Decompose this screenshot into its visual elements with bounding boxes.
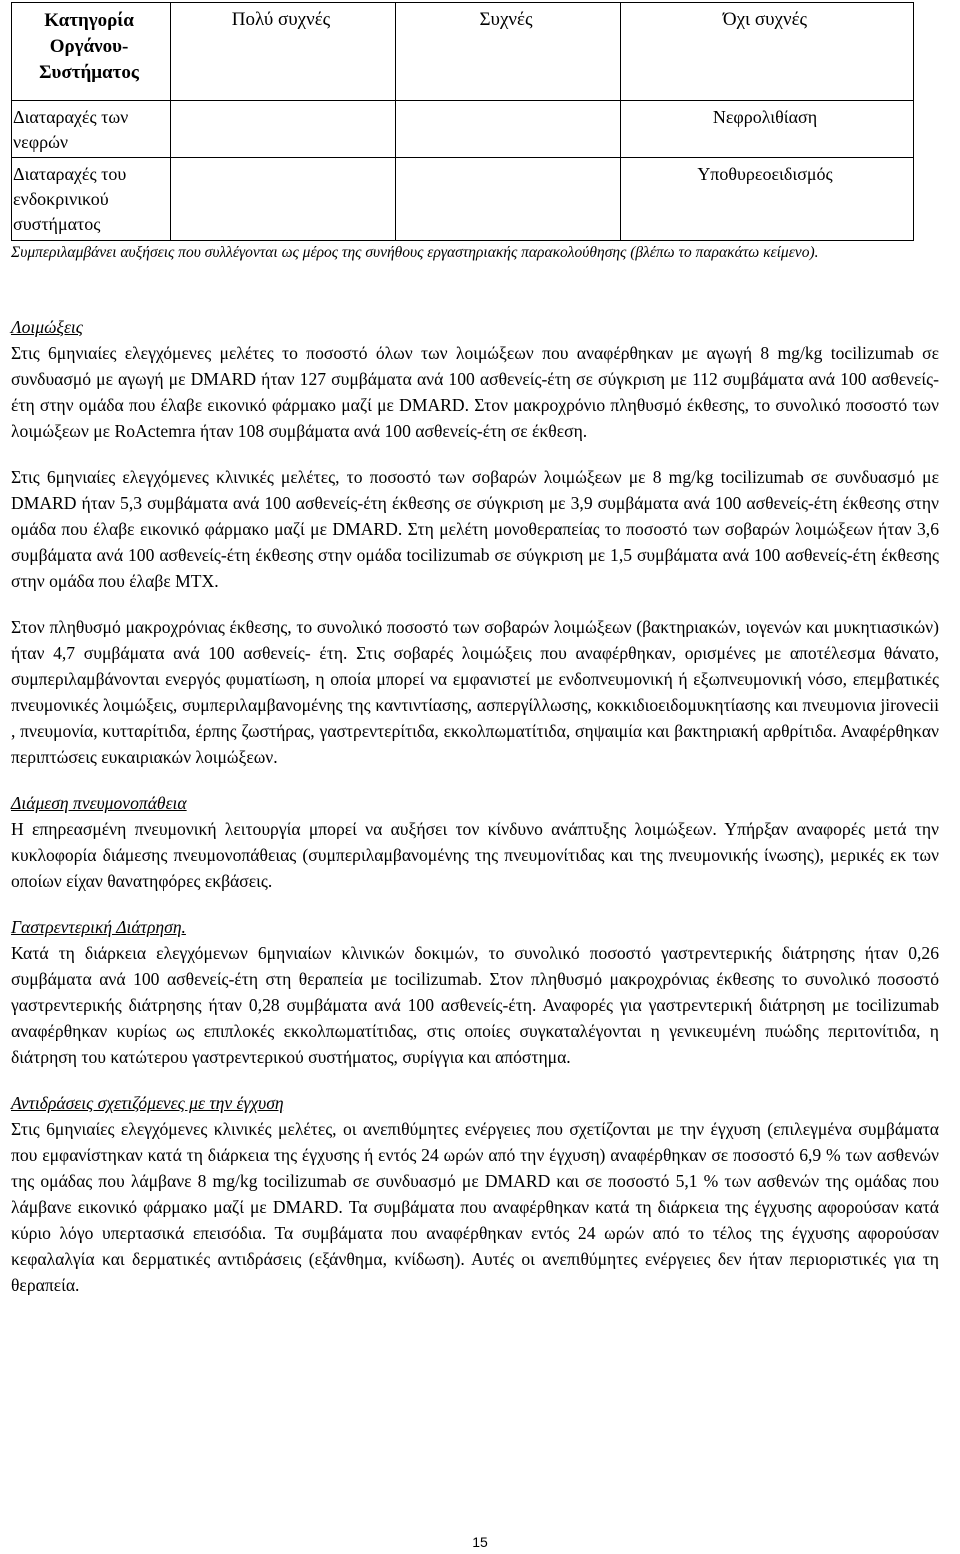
table-footnote: Συμπεριλαμβάνει αυξήσεις που συλλέγονται ως μέρος της συνήθους εργαστηριακής παρακολούθησης (βλέπω το παρακάτω κείμενο). (11, 244, 819, 261)
frequency-table (11, 2, 914, 241)
infections-paragraph-1: Στις 6μηνιαίες ελεγχόμενες μελέτες το ποσοστό όλων των λοιμώξεων που αναφέρθηκαν με αγωγή 8 mg/kg tocilizumab σε συνδυασμό με αγωγή με DMARD ήταν 127 συμβάματα ανά 100 ασθενείς-έτη σε σύγκριση με 112 συμβάματα ανά 100 ασθενείς-έτη στην ομάδα που έλαβε εικονικό φάρμακο μαζί με DMARD. Στον μακροχρόνιο πληθυσμό έκθεσης, το συνολικό ποσοστό των λοιμώξεων με RoActemra ήταν 108 συμβάματα ανά 100 ασθενείς-έτη σε έκθεση. (11, 343, 939, 441)
body-text (11, 314, 939, 1298)
cell-common (396, 101, 621, 158)
infections-paragraph-2: Στις 6μηνιαίες ελεγχόμενες κλινικές μελέτες, το ποσοστό των σοβαρών λοιμώξεων με 8 mg/kg tocilizumab σε συνδυασμό με DMARD ήταν 5,3 συμβάματα ανά 100 ασθενείς-έτη έκθεσης σε σύγκριση με 3,9 συμβάματα ανά 100 ασθενείς-έτη έκθεσης στην ομάδα που έλαβε εικονικό φάρμακο μαζί με DMARD. Στη μελέτη μονοθεραπείας το ποσοστό των σοβαρών λοιμώξεων ήταν 3,6 συμβάματα ανά 100 ασθενείς-έτη έκθεσης στην ομάδα tocilizumab σε σύγκριση με 1,5 συμβάματα ανά 100 ασθενείς-έτη έκθεσης στην ομάδα που έλαβε MTX. (11, 467, 939, 591)
page-number: 15 (472, 1534, 488, 1550)
ild-heading: Διάμεση πνευμονοπάθεια (11, 793, 187, 813)
header-very-common: Πολύ συχνές (171, 3, 396, 101)
header-organ-class: Κατηγορία Οργάνου-Συστήματος (12, 3, 171, 101)
row-category: Διαταραχές των νεφρών (12, 101, 171, 158)
cell-uncommon: Νεφρολιθίαση (621, 101, 914, 158)
infections-paragraph-3: Στον πληθυσμό μακροχρόνιας έκθεσης, το συνολικό ποσοστό των σοβαρών λοιμώξεων (βακτηριακών, ιογενών και μυκητιασικών) ήταν 4,7 συμβάματα ανά 100 ασθενείς- έτη. Στις σοβαρές λοιμώξεις που αναφέρθηκαν, ορισμένες με αποτέλεσμα θάνατο, συμπεριλαμβάνονται ενεργός φυματίωση, η οποία μπορεί να εμφανιστεί με ενδοπνευμονική ή εξωπνευμονική νόσο, επεμβατικές πνευμονικές λοιμώξεις, συμπεριλαμβανομένης της καντιντίασης, ασπεργίλλωσης, κοκκιδιοειδομυκητίασης και πνευμονια jirovecii , πνευμονία, κυτταρίτιδα, έρπης ζωστήρας, γαστρεντερίτιδα, εκκολπωματίτιδα, σηψαιμία και βακτηριακή αρθρίτιδα. Αναφέρθηκαν περιπτώσεις ευκαιριακών λοιμώξεων. (11, 617, 939, 767)
infusion-heading: Αντιδράσεις σχετιζόμενες με την έγχυση (11, 1093, 284, 1113)
cell-very-common (171, 158, 396, 241)
cell-common (396, 158, 621, 241)
gi-paragraph: Κατά τη διάρκεια ελεγχόμενων 6μηνιαίων κλινικών δοκιμών, το συνολικό ποσοστό γαστρεντερικής διάτρησης ήταν 0,26 συμβάματα ανά 100 ασθενείς-έτη στη θεραπεία με tocilizumab. Στον πληθυσμό μακροχρόνιας έκθεσης το συνολικό ποσοστό γαστρεντερικής διάτρησης ήταν 0,28 συμβάματα ανά 100 ασθενείς-έτη. Αναφορές για γαστρεντερική διάτρηση με tocilizumab αναφέρθηκαν κυρίως ως επιπλοκές εκκολπωματίτιδας, στις οποίες συγκαταλέγονται η γενικευμένη πυώδης περιτονίτιδα, η διάτρηση του κατώτερου γαστρεντερικού συστήματος, συρίγγια και απόστημα. (11, 943, 939, 1067)
gi-heading: Γαστρεντερική Διάτρηση. (11, 917, 186, 937)
cell-uncommon: Υποθυρεοειδισμός (621, 158, 914, 241)
table-header-row (12, 3, 914, 101)
cell-very-common (171, 101, 396, 158)
infusion-paragraph: Στις 6μηνιαίες ελεγχόμενες κλινικές μελέτες, οι ανεπιθύμητες ενέργειες που σχετίζονται με την έγχυση (επιλεγμένα συμβάματα που εμφανίστηκαν κατά τη διάρκεια της έγχυσης ή εντός 24 ωρών από την έγχυση) αναφέρθηκαν σε ποσοστό 6,9 % των ασθενών της ομάδας που λάμβανε 8 mg/kg tocilizumab σε συνδυασμό με DMARD και σε ποσοστό 5,1 % των ασθενών της ομάδας που λάμβανε εικονικό φάρμακο μαζί με DMARD. Τα συμβάματα που αναφέρθηκαν κατά τη διάρκεια της έγχυσης αφορούσαν κατά κύριο λόγο υπερτασικά επεισόδια. Τα συμβάματα που αναφέρθηκαν εντός 24 ωρών από το τέλος της έγχυσης αφορούσαν κεφαλαλγία και δερματικές αντιδράσεις (εξάνθημα, κνίδωση). Αυτές οι ανεπιθύμητες ενέργειες δεν ήταν περιοριστικές για τη θεραπεία. (11, 1119, 939, 1295)
ild-paragraph: Η επηρεασμένη πνευμονική λειτουργία μπορεί να αυξήσει τον κίνδυνο ανάπτυξης λοιμώξεων. Υπήρξαν αναφορές μετά την κυκλοφορία διάμεσης πνευμονοπάθειας (συμπεριλαμβανομένης της πνευμονίτιδας και της πνευμονικής ίνωσης), μερικές εκ των οποίων είχαν θανατηφόρες εκβάσεις. (11, 819, 939, 891)
header-uncommon: Όχι συχνές (621, 3, 914, 101)
row-category: Διαταραχές του ενδοκρινικού συστήματος (12, 158, 171, 241)
table-row (12, 101, 914, 158)
header-common: Συχνές (396, 3, 621, 101)
table-row (12, 158, 914, 241)
infections-heading: Λοιμώξεις (11, 317, 83, 337)
